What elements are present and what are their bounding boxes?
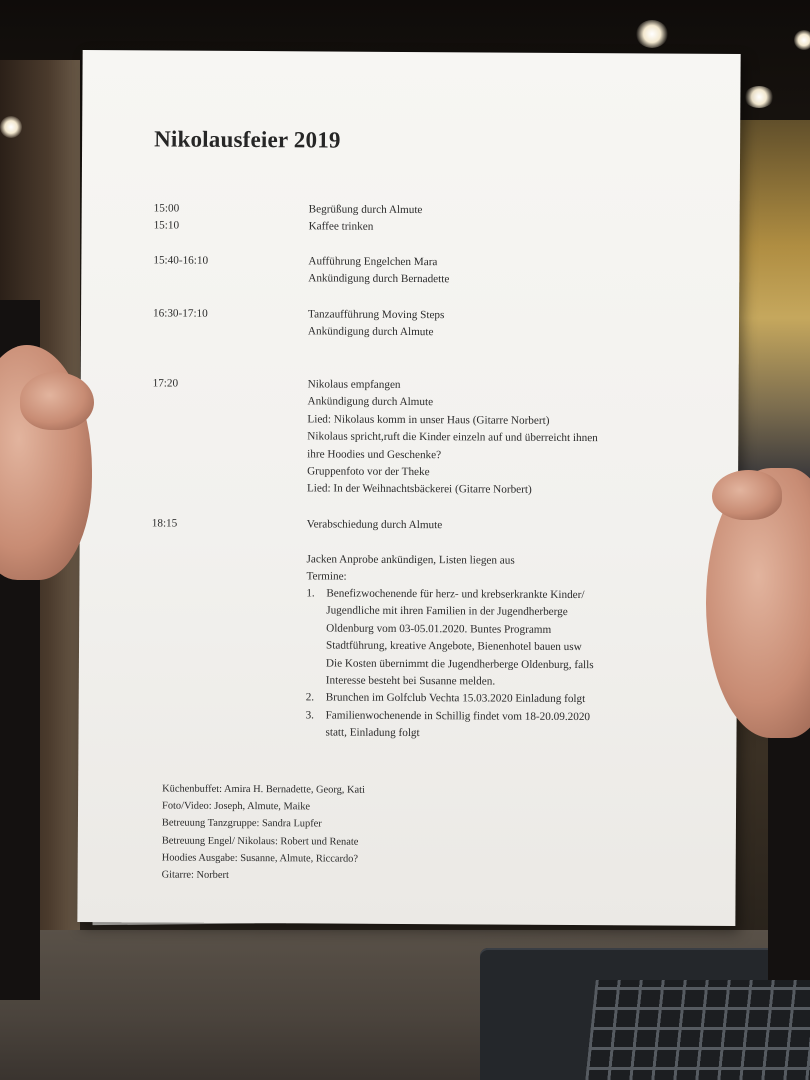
- schedule-event: Gruppenfoto vor der Theke: [307, 465, 430, 479]
- schedule-event: Lied: In der Weihnachtsbäckerei (Gitarre Norbert): [306, 482, 532, 497]
- list-number: 1.: [306, 587, 315, 600]
- schedule-event-block: [308, 306, 728, 343]
- left-thumb: [20, 372, 94, 430]
- ceiling-light: [636, 20, 668, 48]
- schedule-event: Begrüßung durch Almute: [308, 203, 423, 217]
- list-number: 2.: [305, 691, 315, 704]
- schedule-event: Lied: Nikolaus komm in unser Haus (Gitarre Norbert): [307, 413, 550, 427]
- right-sleeve: [768, 720, 810, 980]
- right-thumb: [712, 470, 782, 520]
- schedule-event: Ankündigung durch Almute: [307, 395, 434, 409]
- ceiling-light: [794, 30, 810, 50]
- schedule-time: 15:00: [153, 202, 180, 215]
- drip-grate: [584, 980, 810, 1080]
- list-text: Die Kosten übernimmt die Jugendherberge Oldenburg, falls: [325, 657, 594, 671]
- helpers-list: [162, 780, 583, 886]
- list-text: Benefizwochenende für herz- und krebserkrankte Kinder/: [326, 587, 585, 602]
- schedule-time: 15:40-16:10: [153, 254, 209, 267]
- schedule-event: Kaffee trinken: [308, 220, 374, 233]
- list-text: statt, Einladung folgt: [325, 726, 420, 740]
- helper-line: Hoodies Ausgabe: Susanne, Almute, Riccardo?: [161, 852, 359, 865]
- schedule-event: Nikolaus empfangen: [307, 378, 401, 391]
- helper-line: Gitarre: Norbert: [161, 869, 229, 881]
- schedule-event: Verabschiedung durch Almute: [306, 518, 443, 532]
- schedule-event: Tanzaufführung Moving Steps: [308, 308, 445, 322]
- schedule-event: ihre Hoodies und Geschenke?: [307, 448, 442, 461]
- schedule-event-block: [308, 253, 728, 290]
- schedule-time: 17:20: [152, 377, 179, 390]
- schedule-time: 15:10: [153, 219, 180, 232]
- list-text: Stadtführung, kreative Angebote, Bienenhotel bauen usw: [325, 639, 582, 654]
- termine-list: [305, 585, 706, 744]
- list-text: Jugendliche mit ihren Familien in der Jugendherberge: [326, 604, 568, 619]
- schedule-event: Aufführung Engelchen Mara: [308, 255, 438, 269]
- helper-line: Foto/Video: Joseph, Almute, Maike: [162, 800, 311, 813]
- list-number: 3.: [305, 709, 315, 722]
- schedule-event-block: [307, 376, 728, 500]
- ceiling-light: [744, 86, 774, 108]
- schedule-time: 16:30-17:10: [153, 307, 208, 320]
- schedule-time: 18:15: [151, 517, 178, 530]
- termine-label: Termine:: [306, 570, 347, 583]
- document-content: [77, 50, 740, 926]
- schedule-event: Ankündigung durch Bernadette: [308, 272, 450, 286]
- program-sheet: [77, 50, 740, 926]
- list-text: Brunchen im Golfclub Vechta 15.03.2020 Einladung folgt: [325, 691, 586, 706]
- list-text: Oldenburg vom 03-05.01.2020. Buntes Programm: [326, 622, 552, 636]
- ceiling-light: [0, 116, 22, 138]
- helper-line: Betreuung Tanzgruppe: Sandra Lupfer: [161, 817, 322, 830]
- schedule-event: Nikolaus spricht,ruft die Kinder einzeln auf und überreicht ihnen: [307, 430, 598, 445]
- list-item: [305, 707, 705, 744]
- list-text: Interesse besteht bei Susanne melden.: [325, 674, 496, 688]
- notice-text: Jacken Anprobe ankündigen, Listen liegen aus: [306, 553, 515, 567]
- list-text: Familienwochenende in Schillig findet vom 18-20.09.2020: [325, 709, 591, 723]
- list-item: [306, 585, 707, 692]
- document-title: Nikolausfeier 2019: [154, 126, 341, 153]
- schedule-event: Ankündigung durch Almute: [307, 325, 434, 339]
- helper-line: Küchenbuffet: Amira H. Bernadette, Georg, Kati: [162, 783, 365, 796]
- helper-line: Betreuung Engel/ Nikolaus: Robert und Renate: [161, 835, 359, 848]
